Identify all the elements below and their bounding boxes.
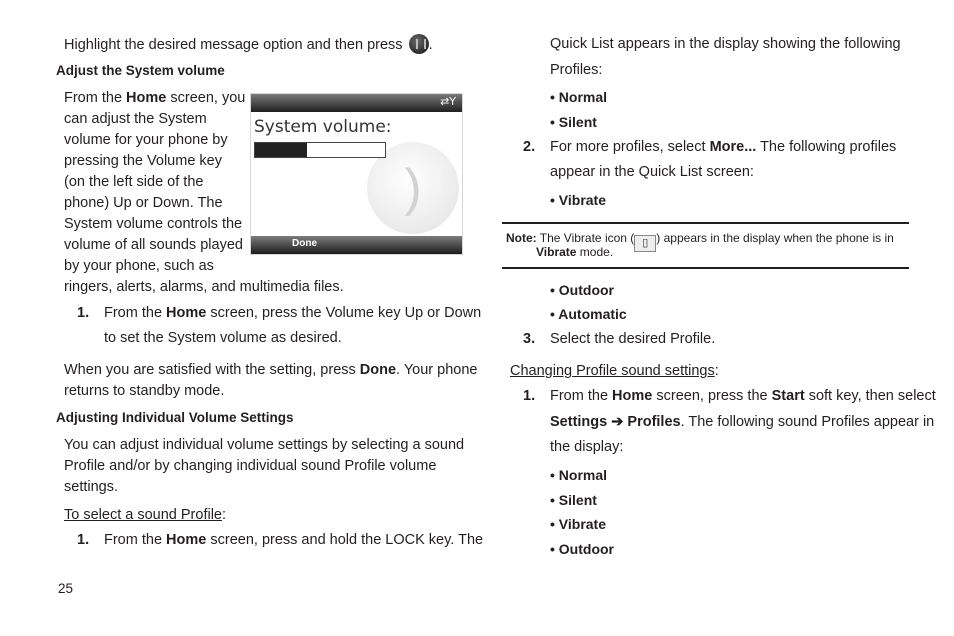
step1b-number: 1. bbox=[77, 532, 90, 548]
vibrate-icon: ▯ bbox=[634, 235, 656, 252]
para1-line: volume for your phone by bbox=[64, 132, 228, 148]
step3-line: Select the desired Profile. bbox=[550, 331, 716, 347]
note-top-rule bbox=[502, 222, 909, 224]
heading-adjust-system-volume: Adjust the System volume bbox=[56, 63, 225, 78]
end-key-icon bbox=[409, 34, 429, 54]
profile-settings-subheading: Changing Profile sound settings: bbox=[510, 363, 719, 379]
done-softkey: Done bbox=[292, 238, 317, 249]
bullet-item: • Vibrate bbox=[550, 516, 606, 532]
signal-status-icon: ⇄Y bbox=[440, 95, 456, 108]
note-line: Vibrate mode. bbox=[536, 245, 614, 259]
bullet-item: • Silent bbox=[550, 492, 597, 508]
bullet-item: • Normal bbox=[550, 89, 608, 105]
step1c-line: the display: bbox=[550, 439, 624, 455]
para3-line: Profile and/or by changing individual sound Profile volume bbox=[64, 458, 437, 474]
para1-line: (on the left side of the bbox=[64, 174, 204, 190]
select-profile-subheading: To select a sound Profile: bbox=[64, 507, 227, 523]
step1-line: From the Home screen, press the Volume key Up or Down bbox=[104, 305, 482, 321]
bullet-item: • Normal bbox=[550, 467, 608, 483]
step2-line: appear in the Quick List screen: bbox=[550, 164, 754, 180]
step1b-line: From the Home screen, press and hold the LOCK key. The bbox=[104, 532, 484, 548]
phone-title-bar bbox=[251, 94, 462, 112]
heading-individual-volume: Adjusting Individual Volume Settings bbox=[56, 410, 294, 425]
para1-line: ringers, alerts, alarms, and multimedia files. bbox=[64, 279, 344, 295]
para1-line: can adjust the System bbox=[64, 111, 207, 127]
step1c-number: 1. bbox=[523, 388, 536, 404]
right-line: Profiles: bbox=[550, 62, 603, 78]
phone-screen-title: System volume: bbox=[254, 117, 392, 137]
step3-number: 3. bbox=[523, 331, 536, 347]
para2-line: returns to standby mode. bbox=[64, 383, 225, 399]
bullet-item: • Outdoor bbox=[550, 282, 614, 298]
bullet-item: • Automatic bbox=[550, 306, 627, 322]
bullet-item: • Outdoor bbox=[550, 541, 614, 557]
step1-line: to set the System volume as desired. bbox=[104, 330, 342, 346]
para3-line: settings. bbox=[64, 479, 118, 495]
note-bottom-rule bbox=[502, 267, 909, 269]
para1-line: pressing the Volume key bbox=[64, 153, 222, 169]
system-volume-screenshot bbox=[250, 93, 463, 255]
para1-line: by your phone, such as bbox=[64, 258, 214, 274]
step1c-line: Settings ➔ Profiles. The following sound Profiles appear in bbox=[550, 414, 935, 430]
volume-bar bbox=[254, 142, 386, 158]
step2-number: 2. bbox=[523, 139, 536, 155]
step1-number: 1. bbox=[77, 305, 90, 321]
para1-line: System volume controls the bbox=[64, 216, 243, 232]
phone-softkey-bar bbox=[251, 236, 462, 254]
bullet-item: • Silent bbox=[550, 114, 597, 130]
para3-line: You can adjust individual volume settings by selecting a sound bbox=[64, 437, 465, 453]
para1-line: volume of all sounds played bbox=[64, 237, 243, 253]
page-number: 25 bbox=[58, 581, 74, 596]
right-line: Quick List appears in the display showing the following bbox=[550, 36, 901, 52]
para1-line: From the Home screen, you bbox=[64, 90, 246, 106]
step2-line: For more profiles, select More... The following profiles bbox=[550, 139, 897, 155]
para1-line: phone) Up or Down. The bbox=[64, 195, 223, 211]
step1c-line: From the Home screen, press the Start soft key, then select bbox=[550, 388, 936, 404]
phone-logo-icon: ) bbox=[367, 142, 459, 234]
intro-line: Highlight the desired message option and then press . bbox=[64, 34, 433, 56]
para2-line: When you are satisfied with the setting, press Done. Your phone bbox=[64, 362, 478, 378]
note-line: Note: The Vibrate icon ( ▯ ) appears in the display when the phone is in bbox=[506, 231, 894, 252]
volume-bar-fill bbox=[255, 143, 307, 157]
bullet-item: • Vibrate bbox=[550, 192, 606, 208]
